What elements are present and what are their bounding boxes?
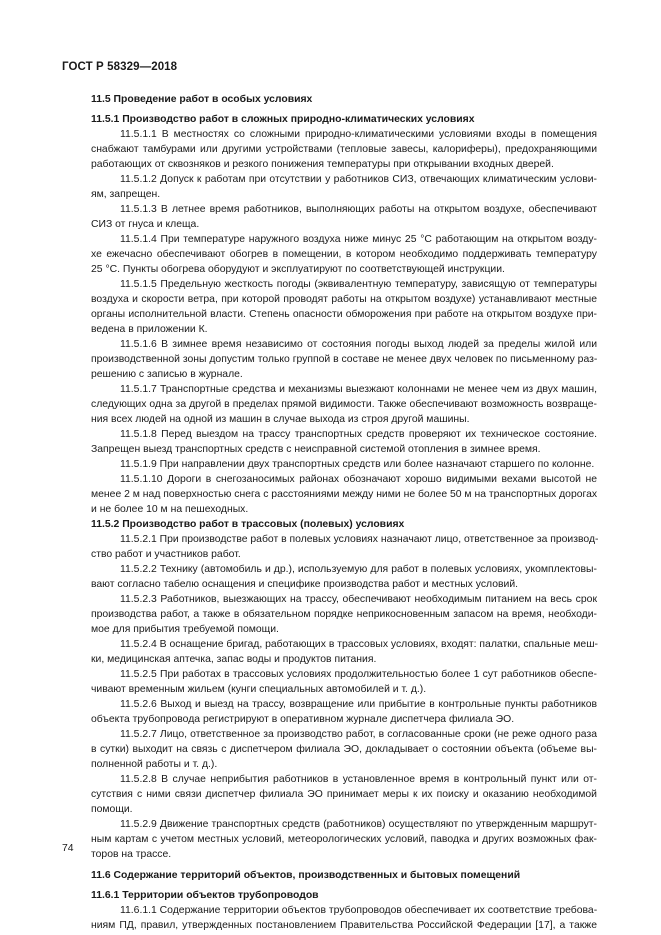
section-heading: 11.5.2 Производство работ в трассовых (полевых) условиях (91, 519, 405, 530)
text-line: 11.5.2.8 В случае неприбытия работников в установленное время в контрольный пункт или от- (120, 774, 597, 785)
paragraph (62, 592, 597, 637)
text-line: производства работ, а также в обязательном порядке неприкосновенным запасом на время, необходи- (91, 609, 597, 620)
text-line: и не более 10 м на пешеходных. (91, 504, 249, 515)
paragraph (62, 277, 597, 337)
text-line: 11.5.2.9 Движение транспортных средств (работников) осуществляют по утвержденным маршрут- (120, 819, 597, 830)
paragraph (62, 667, 597, 697)
text-line: ям, запрещен. (91, 189, 161, 200)
document-body (62, 92, 597, 933)
text-line: мое для прибытия требуемой помощи. (91, 624, 279, 635)
paragraph (62, 127, 597, 172)
text-line: 11.5.2.3 Работников, выезжающих на трассу, обеспечивают необходимым питанием на весь срок (120, 594, 597, 605)
section-heading: 11.5.1 Производство работ в сложных природно-климатических условиях (91, 114, 475, 125)
text-line: 11.5.1.10 Дороги в снегозаносимых районах обозначают хорошо видимыми вехами высотой не (120, 474, 597, 485)
text-line: объекта трубопровода регистрируют в оперативном журнале диспетчера филиала ЭО. (91, 714, 515, 725)
text-line: ния всех людей на одной из машин в случае выхода из строя другой машины. (91, 414, 470, 425)
text-line: Запрещен выезд транспортных средств с неисправной системой отопления в зимнее время. (91, 444, 541, 455)
section-heading: 11.6.1 Территории объектов трубопроводов (91, 890, 319, 901)
text-line: 11.5.1.3 В летнее время работников, выполняющих работы на открытом воздухе, обеспечивают (120, 204, 597, 215)
text-line: 11.5.1.2 Допуск к работам при отсутствии у работников СИЗ, отвечающих климатическим услови- (120, 174, 597, 185)
paragraph (62, 532, 597, 562)
text-line: 25 °С. Пункты обогрева оборудуют и эксплуатируют по соответствующей инструкции. (91, 264, 505, 275)
paragraph (62, 903, 597, 933)
section-heading: 11.6 Содержание территорий объектов, производственных и бытовых помещений (91, 870, 521, 881)
text-line: 11.5.1.9 При направлении двух транспортных средств или более назначают старшего по колонне. (120, 459, 595, 470)
text-line: 11.5.1.8 Перед выездом на трассу транспортных средств проверяют их техническое состояние. (120, 429, 597, 440)
text-line: следующих одна за другой в пределах прямой видимости. Также обеспечивают возможность возвраще- (91, 399, 597, 410)
text-line: 11.5.2.6 Выход и выезд на трассу, возвращение или прибытие в контрольные пункты работников (120, 699, 597, 710)
paragraph (62, 772, 597, 817)
text-line: СИЗ от гнуса и клеща. (91, 219, 200, 230)
text-line: ство работ и участников работ. (91, 549, 241, 560)
text-line: ки, медицинская аптечка, запас воды и продуктов питания. (91, 654, 377, 665)
paragraph (62, 382, 597, 427)
paragraph (62, 202, 597, 232)
text-line: ным картам с учетом местных условий, метеорологических условий, паводка и других возможных фак- (91, 834, 597, 845)
text-line: 11.5.1.4 При температуре наружного воздуха ниже минус 25 °С работающим на открытом возду- (120, 234, 597, 245)
text-line: менее 2 м над поверхностью снега с расстояниями между ними не более 50 м на транспортных дорогах (91, 489, 598, 500)
text-line: 11.5.1.5 Предельную жесткость погоды (эквивалентную температуру, зависящую от температуры (120, 279, 597, 290)
text-line: 11.5.2.4 В оснащение бригад, работающих в трассовых условиях, входят: палатки, спальные меш- (120, 639, 598, 650)
text-line: 11.5.1.7 Транспортные средства и механизмы выезжают колоннами не менее чем из двух машин, (120, 384, 597, 395)
text-line: 11.5.2.7 Лицо, ответственное за производство работ, в согласованные сроки (не реже одного раза (120, 729, 597, 740)
paragraph (62, 697, 597, 727)
text-line: производственной зоны допустим только группой в составе не менее двух человек по письменному раз- (91, 354, 598, 365)
text-line: в сутки) выходит на связь с диспетчером филиала ЭО, докладывает о состоянии объекта (объеме вы- (91, 744, 597, 755)
text-line: торов на трассе. (91, 849, 172, 860)
text-line: 11.5.2.2 Технику (автомобиль и др.), используемую для работ в полевых условиях, укомплектовы- (120, 564, 597, 575)
paragraph (62, 817, 597, 862)
paragraph (62, 232, 597, 277)
paragraph (62, 337, 597, 382)
paragraph (62, 562, 597, 592)
text-line: 11.5.1.6 В зимнее время независимо от состояния погоды выход людей за пределы жилой или (120, 339, 597, 350)
text-line: решению с записью в журнале. (91, 369, 243, 380)
text-line: 11.5.2.1 При производстве работ в полевых условиях назначают лицо, ответственное за производ- (120, 534, 599, 545)
paragraph (62, 457, 597, 472)
text-line: чивают временным жильем (кунги специальных автомобилей и т. д.). (91, 684, 427, 695)
paragraph (62, 427, 597, 457)
text-line: 11.6.1.1 Содержание территории объектов трубопроводов обеспечивает их соответствие требова- (120, 905, 598, 916)
text-line: работающих от сквозняков и резкого понижения температуры при открывании входных дверей. (91, 159, 554, 170)
text-line: сутствия с ними связи диспетчер филиала ЭО принимает меры к их поиску и оказанию необходимой (91, 789, 597, 800)
text-line: ведена в приложении К. (91, 324, 208, 335)
text-line: 11.5.2.5 При работах в трассовых условиях продолжительностью более 1 сут работников обеспе- (120, 669, 597, 680)
text-line: хе ежечасно обеспечивают обогрев в помещении, в котором необходимо поддерживать температуру (91, 249, 597, 260)
text-line: снабжают тамбурами или другими устройствами (тепловые завесы, калориферы), предохраняющими (91, 144, 597, 155)
text-line: полненной работы и т. д.). (91, 759, 218, 770)
paragraph (62, 727, 597, 772)
paragraph (62, 472, 597, 517)
paragraph (62, 172, 597, 202)
paragraph (62, 637, 597, 667)
text-line: 11.5.1.1 В местностях со сложными природно-климатическими условиями входы в помещения (120, 129, 597, 140)
document-code-header: ГОСТ Р 58329—2018 (62, 61, 178, 73)
text-line: вают согласно табелю оснащения и специфике производства работ и местных условий. (91, 579, 519, 590)
page-number: 74 (62, 843, 74, 854)
section-heading: 11.5 Проведение работ в особых условиях (91, 94, 313, 105)
text-line: помощи. (91, 804, 133, 815)
text-line: ниям ПД, правил, утвержденных постановлением Правительства Российской Федерации [17], а также (91, 920, 597, 931)
text-line: органы исполнительной власти. Степень опасности обморожения при работе на открытом воздухе при- (91, 309, 597, 320)
text-line: воздуха и скорости ветра, при которой проводят работы на открытом воздухе) устанавливают местные (91, 294, 597, 305)
